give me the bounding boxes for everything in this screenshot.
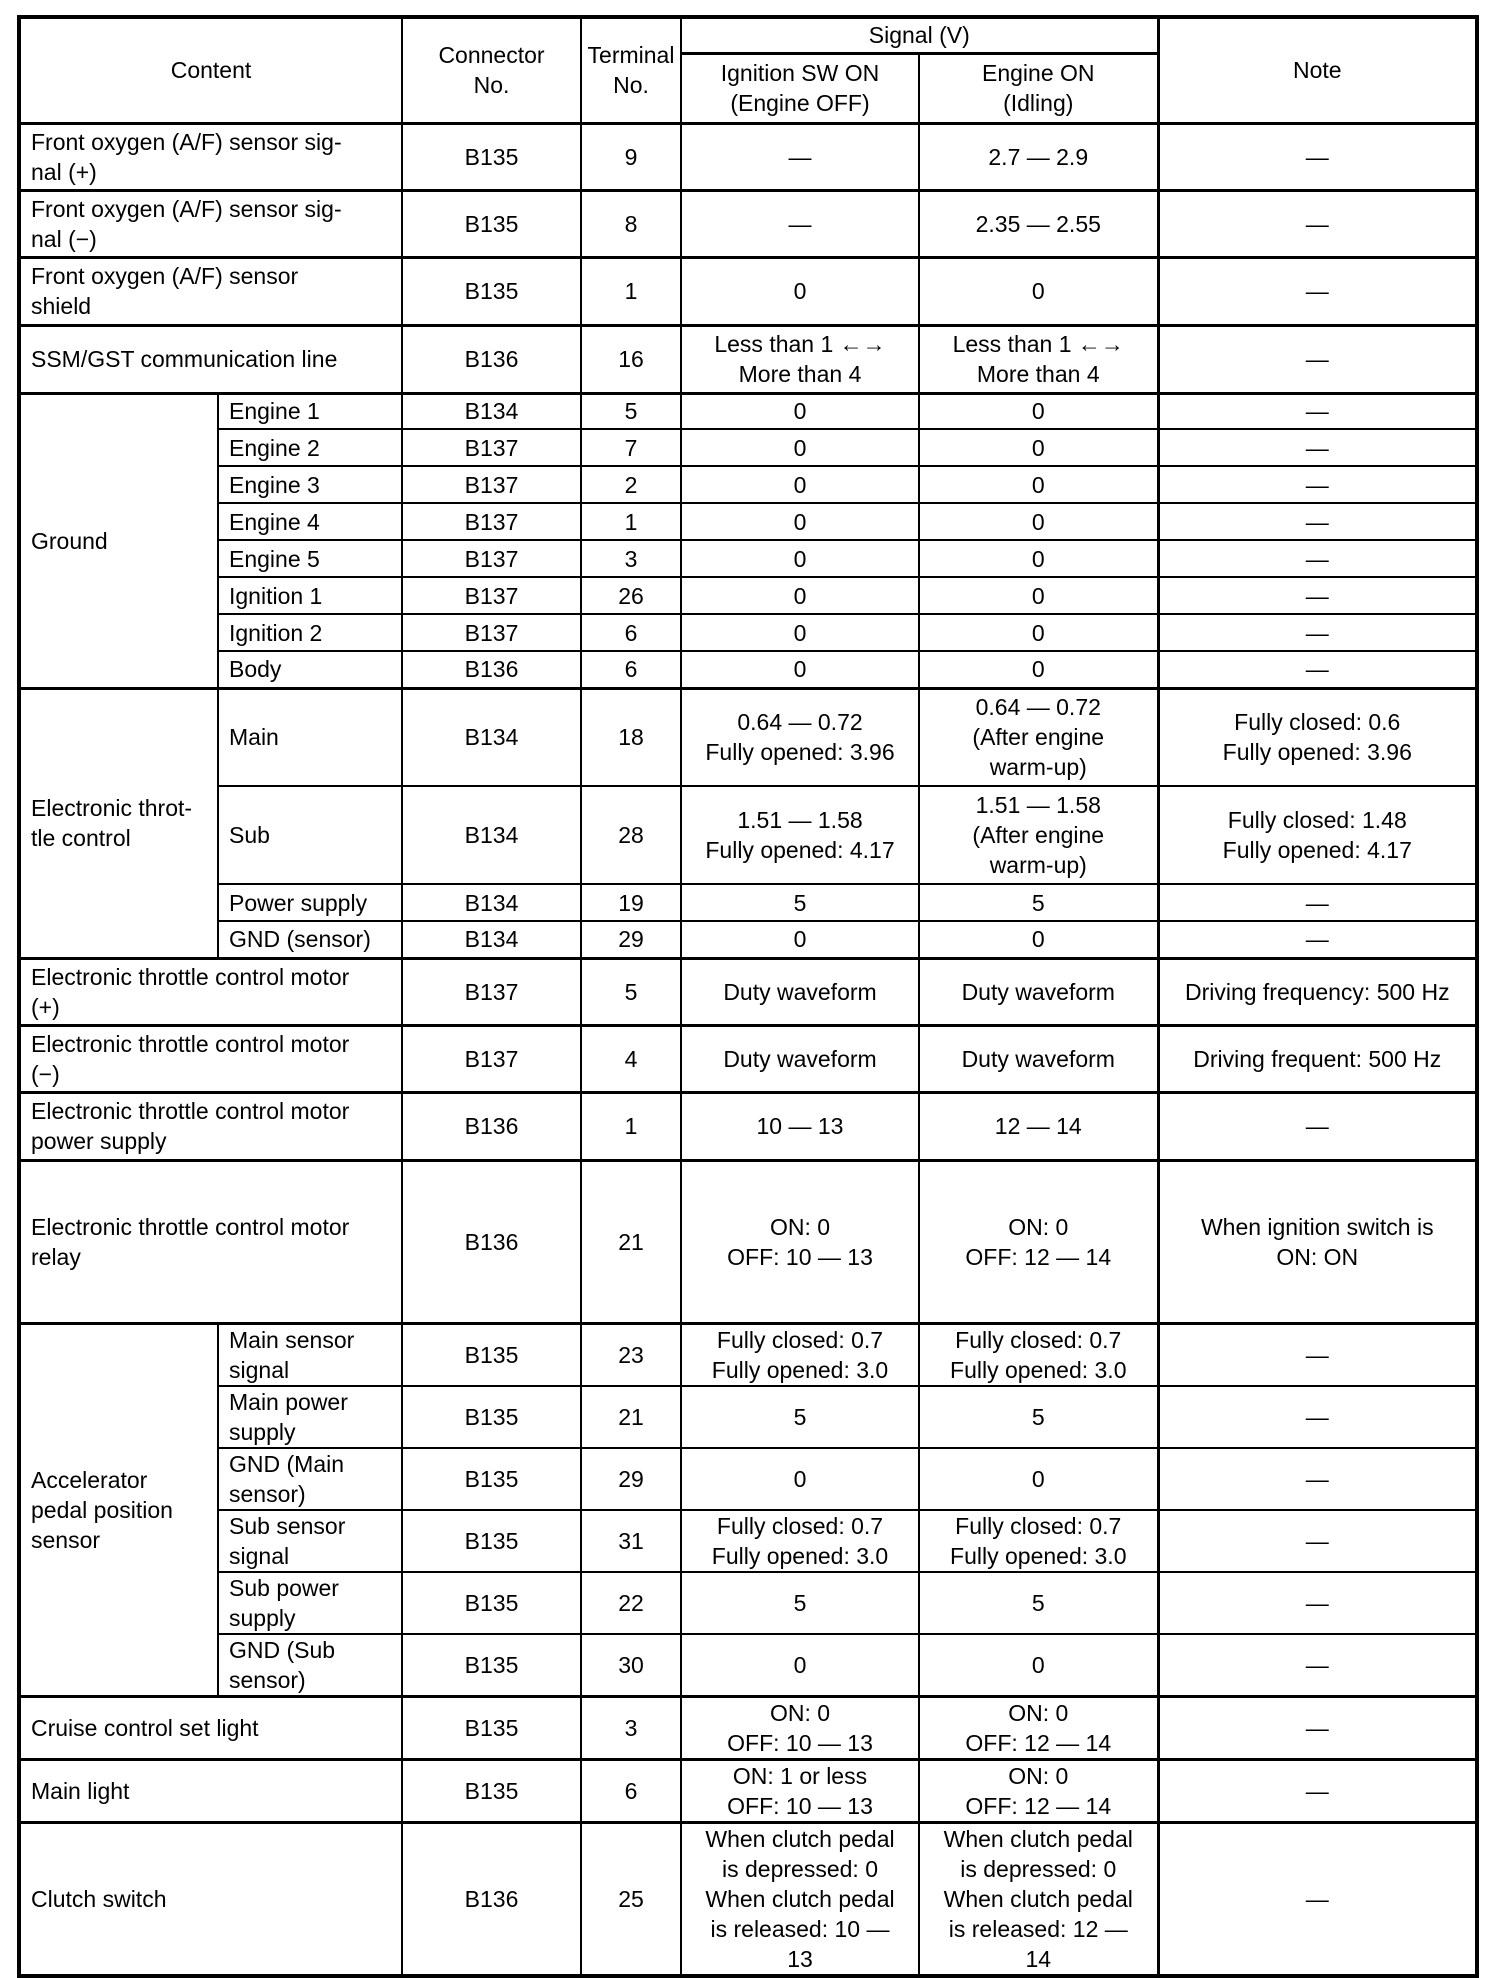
header-content: Content bbox=[19, 17, 402, 123]
content-sub-label: Ignition 2 bbox=[218, 614, 402, 651]
terminal-cell: 16 bbox=[581, 325, 681, 393]
signal-ignition-cell: ON: 0 OFF: 10 — 13 bbox=[681, 1160, 919, 1323]
terminal-cell: 5 bbox=[581, 393, 681, 429]
table-row bbox=[19, 1634, 1477, 1697]
signal-ignition-cell: 5 bbox=[681, 1386, 919, 1448]
signal-ignition-cell: When clutch pedal is depressed: 0 When clutch pedal is released: 10 — 13 bbox=[681, 1822, 919, 1976]
note-cell: — bbox=[1158, 466, 1477, 503]
terminal-cell: 23 bbox=[581, 1323, 681, 1386]
signal-ignition-cell: 0 bbox=[681, 503, 919, 540]
content-sub-label: Ignition 1 bbox=[218, 577, 402, 614]
content-label: Electronic throttle control motor (+) bbox=[19, 958, 402, 1025]
terminal-cell: 21 bbox=[581, 1160, 681, 1323]
connector-cell: B135 bbox=[402, 1759, 581, 1822]
terminal-cell: 4 bbox=[581, 1025, 681, 1092]
table-row bbox=[19, 1092, 1477, 1160]
table-row bbox=[19, 1448, 1477, 1510]
terminal-cell: 5 bbox=[581, 958, 681, 1025]
content-label: SSM/GST communication line bbox=[19, 325, 402, 393]
signal-ignition-cell: ON: 0 OFF: 10 — 13 bbox=[681, 1696, 919, 1759]
connector-cell: B136 bbox=[402, 1092, 581, 1160]
table-row bbox=[19, 257, 1477, 325]
signal-engine-cell: 0 bbox=[919, 577, 1158, 614]
note-cell: When ignition switch is ON: ON bbox=[1158, 1160, 1477, 1323]
signal-engine-cell: 2.35 — 2.55 bbox=[919, 190, 1158, 257]
content-sub-label: Sub bbox=[218, 786, 402, 884]
terminal-cell: 8 bbox=[581, 190, 681, 257]
terminal-cell: 6 bbox=[581, 651, 681, 688]
signal-ignition-cell: 0 bbox=[681, 614, 919, 651]
signal-engine-cell: ON: 0 OFF: 12 — 14 bbox=[919, 1759, 1158, 1822]
connector-cell: B135 bbox=[402, 1696, 581, 1759]
signal-engine-cell: 0 bbox=[919, 466, 1158, 503]
table-row bbox=[19, 786, 1477, 884]
table-row bbox=[19, 577, 1477, 614]
terminal-cell: 3 bbox=[581, 540, 681, 577]
content-sub-label: Engine 3 bbox=[218, 466, 402, 503]
connector-cell: B137 bbox=[402, 958, 581, 1025]
header-terminal: Terminal No. bbox=[581, 17, 681, 123]
signal-engine-cell: 0 bbox=[919, 429, 1158, 466]
content-sub-label: GND (sensor) bbox=[218, 921, 402, 958]
signal-ignition-cell: 5 bbox=[681, 1572, 919, 1634]
table-row bbox=[19, 1323, 1477, 1386]
table-row bbox=[19, 688, 1477, 786]
signal-ignition-cell: 0 bbox=[681, 921, 919, 958]
content-sub-label: GND (Sub sensor) bbox=[218, 1634, 402, 1697]
signal-ignition-cell: 0 bbox=[681, 1634, 919, 1697]
signal-ignition-cell: 1.51 — 1.58 Fully opened: 4.17 bbox=[681, 786, 919, 884]
note-cell: — bbox=[1158, 503, 1477, 540]
signal-engine-cell: 0 bbox=[919, 503, 1158, 540]
table-row bbox=[19, 123, 1477, 190]
table-row bbox=[19, 1696, 1477, 1759]
note-cell: — bbox=[1158, 1448, 1477, 1510]
signal-engine-cell: Fully closed: 0.7 Fully opened: 3.0 bbox=[919, 1323, 1158, 1386]
terminal-cell: 28 bbox=[581, 786, 681, 884]
connector-cell: B135 bbox=[402, 257, 581, 325]
header-note: Note bbox=[1158, 17, 1477, 123]
note-cell: — bbox=[1158, 614, 1477, 651]
terminal-cell: 2 bbox=[581, 466, 681, 503]
note-cell: — bbox=[1158, 1696, 1477, 1759]
table-row bbox=[19, 651, 1477, 688]
terminal-cell: 30 bbox=[581, 1634, 681, 1697]
connector-cell: B135 bbox=[402, 123, 581, 190]
content-sub-label: Engine 2 bbox=[218, 429, 402, 466]
note-cell: — bbox=[1158, 325, 1477, 393]
signal-engine-cell: 5 bbox=[919, 1572, 1158, 1634]
content-label: Cruise control set light bbox=[19, 1696, 402, 1759]
content-group-label: Ground bbox=[19, 393, 218, 688]
note-cell: Driving frequency: 500 Hz bbox=[1158, 958, 1477, 1025]
terminal-cell: 18 bbox=[581, 688, 681, 786]
signal-ignition-cell: ON: 1 or less OFF: 10 — 13 bbox=[681, 1759, 919, 1822]
signal-engine-cell: Duty waveform bbox=[919, 1025, 1158, 1092]
connector-cell: B134 bbox=[402, 393, 581, 429]
note-cell: — bbox=[1158, 190, 1477, 257]
table-row bbox=[19, 1160, 1477, 1323]
connector-cell: B136 bbox=[402, 1160, 581, 1323]
signal-engine-cell: 5 bbox=[919, 1386, 1158, 1448]
table-row bbox=[19, 393, 1477, 429]
note-cell: Fully closed: 0.6 Fully opened: 3.96 bbox=[1158, 688, 1477, 786]
note-cell: — bbox=[1158, 257, 1477, 325]
content-sub-label: Body bbox=[218, 651, 402, 688]
table-row bbox=[19, 1025, 1477, 1092]
signal-engine-cell: 0.64 — 0.72 (After engine warm-up) bbox=[919, 688, 1158, 786]
content-sub-label: Sub power supply bbox=[218, 1572, 402, 1634]
table-row bbox=[19, 429, 1477, 466]
signal-engine-cell: 12 — 14 bbox=[919, 1092, 1158, 1160]
connector-cell: B135 bbox=[402, 1323, 581, 1386]
signal-ignition-cell: 0.64 — 0.72 Fully opened: 3.96 bbox=[681, 688, 919, 786]
content-label: Electronic throttle control motor power supply bbox=[19, 1092, 402, 1160]
signal-ignition-cell: 0 bbox=[681, 651, 919, 688]
signal-engine-cell: 0 bbox=[919, 540, 1158, 577]
signal-ignition-cell: Fully closed: 0.7 Fully opened: 3.0 bbox=[681, 1510, 919, 1572]
signal-engine-cell: When clutch pedal is depressed: 0 When clutch pedal is released: 12 — 14 bbox=[919, 1822, 1158, 1976]
note-cell: — bbox=[1158, 1510, 1477, 1572]
content-label: Front oxygen (A/F) sensor shield bbox=[19, 257, 402, 325]
signal-engine-cell: Duty waveform bbox=[919, 958, 1158, 1025]
content-label: Electronic throttle control motor relay bbox=[19, 1160, 402, 1323]
connector-cell: B134 bbox=[402, 921, 581, 958]
content-label: Main light bbox=[19, 1759, 402, 1822]
connector-cell: B134 bbox=[402, 688, 581, 786]
signal-engine-cell: 2.7 — 2.9 bbox=[919, 123, 1158, 190]
signal-ignition-cell: Fully closed: 0.7 Fully opened: 3.0 bbox=[681, 1323, 919, 1386]
signal-engine-cell: 0 bbox=[919, 257, 1158, 325]
note-cell: — bbox=[1158, 1572, 1477, 1634]
table-row bbox=[19, 1572, 1477, 1634]
content-sub-label: Main power supply bbox=[218, 1386, 402, 1448]
note-cell: — bbox=[1158, 1092, 1477, 1160]
note-cell: — bbox=[1158, 1759, 1477, 1822]
signal-engine-cell: 1.51 — 1.58 (After engine warm-up) bbox=[919, 786, 1158, 884]
connector-cell: B137 bbox=[402, 466, 581, 503]
content-sub-label: Main sensor signal bbox=[218, 1323, 402, 1386]
terminal-cell: 1 bbox=[581, 1092, 681, 1160]
table-row bbox=[19, 325, 1477, 393]
signal-ignition-cell: Duty waveform bbox=[681, 958, 919, 1025]
signal-engine-cell: 0 bbox=[919, 614, 1158, 651]
table-row bbox=[19, 958, 1477, 1025]
content-sub-label: GND (Main sensor) bbox=[218, 1448, 402, 1510]
table-row bbox=[19, 614, 1477, 651]
content-label: Electronic throttle control motor (−) bbox=[19, 1025, 402, 1092]
signal-engine-cell: 0 bbox=[919, 1634, 1158, 1697]
note-cell: — bbox=[1158, 1822, 1477, 1976]
header-connector: Connector No. bbox=[402, 17, 581, 123]
terminal-cell: 1 bbox=[581, 257, 681, 325]
connector-cell: B135 bbox=[402, 1510, 581, 1572]
terminal-cell: 6 bbox=[581, 614, 681, 651]
table-body bbox=[19, 123, 1477, 1976]
connector-cell: B135 bbox=[402, 1386, 581, 1448]
signal-engine-cell: 0 bbox=[919, 1448, 1158, 1510]
connector-cell: B136 bbox=[402, 651, 581, 688]
note-cell: — bbox=[1158, 577, 1477, 614]
connector-cell: B135 bbox=[402, 1448, 581, 1510]
terminal-cell: 26 bbox=[581, 577, 681, 614]
terminal-cell: 1 bbox=[581, 503, 681, 540]
content-group-label: Electronic throt- tle control bbox=[19, 688, 218, 958]
table-row bbox=[19, 503, 1477, 540]
terminal-cell: 9 bbox=[581, 123, 681, 190]
connector-cell: B136 bbox=[402, 325, 581, 393]
content-group-label: Accelerator pedal position sensor bbox=[19, 1323, 218, 1696]
terminal-signal-table bbox=[17, 15, 1479, 1978]
signal-ignition-cell: Duty waveform bbox=[681, 1025, 919, 1092]
table-row bbox=[19, 1759, 1477, 1822]
connector-cell: B137 bbox=[402, 1025, 581, 1092]
signal-engine-cell: 5 bbox=[919, 884, 1158, 921]
header-signal: Signal (V) bbox=[681, 17, 1158, 53]
signal-engine-cell: Less than 1 ←→ More than 4 bbox=[919, 325, 1158, 393]
terminal-cell: 6 bbox=[581, 1759, 681, 1822]
signal-engine-cell: Fully closed: 0.7 Fully opened: 3.0 bbox=[919, 1510, 1158, 1572]
table-row bbox=[19, 1510, 1477, 1572]
terminal-cell: 7 bbox=[581, 429, 681, 466]
table-row bbox=[19, 1386, 1477, 1448]
connector-cell: B134 bbox=[402, 884, 581, 921]
signal-ignition-cell: — bbox=[681, 190, 919, 257]
terminal-cell: 21 bbox=[581, 1386, 681, 1448]
connector-cell: B135 bbox=[402, 1634, 581, 1697]
connector-cell: B136 bbox=[402, 1822, 581, 1976]
signal-engine-cell: 0 bbox=[919, 393, 1158, 429]
signal-ignition-cell: Less than 1 ←→ More than 4 bbox=[681, 325, 919, 393]
signal-engine-cell: ON: 0 OFF: 12 — 14 bbox=[919, 1696, 1158, 1759]
note-cell: Fully closed: 1.48 Fully opened: 4.17 bbox=[1158, 786, 1477, 884]
signal-ignition-cell: 0 bbox=[681, 393, 919, 429]
connector-cell: B137 bbox=[402, 614, 581, 651]
note-cell: — bbox=[1158, 921, 1477, 958]
connector-cell: B134 bbox=[402, 786, 581, 884]
header-ignition-sw-on: Ignition SW ON (Engine OFF) bbox=[681, 53, 919, 123]
table-row bbox=[19, 921, 1477, 958]
connector-cell: B137 bbox=[402, 429, 581, 466]
table-row bbox=[19, 1822, 1477, 1976]
terminal-cell: 25 bbox=[581, 1822, 681, 1976]
note-cell: Driving frequent: 500 Hz bbox=[1158, 1025, 1477, 1092]
signal-engine-cell: ON: 0 OFF: 12 — 14 bbox=[919, 1160, 1158, 1323]
content-label: Clutch switch bbox=[19, 1822, 402, 1976]
connector-cell: B135 bbox=[402, 190, 581, 257]
signal-ignition-cell: 0 bbox=[681, 577, 919, 614]
terminal-cell: 29 bbox=[581, 1448, 681, 1510]
content-sub-label: Engine 1 bbox=[218, 393, 402, 429]
connector-cell: B137 bbox=[402, 577, 581, 614]
table-row bbox=[19, 466, 1477, 503]
content-sub-label: Sub sensor signal bbox=[218, 1510, 402, 1572]
connector-cell: B135 bbox=[402, 1572, 581, 1634]
note-cell: — bbox=[1158, 393, 1477, 429]
content-sub-label: Engine 4 bbox=[218, 503, 402, 540]
note-cell: — bbox=[1158, 651, 1477, 688]
signal-engine-cell: 0 bbox=[919, 651, 1158, 688]
signal-ignition-cell: 10 — 13 bbox=[681, 1092, 919, 1160]
content-label: Front oxygen (A/F) sensor sig- nal (−) bbox=[19, 190, 402, 257]
signal-ignition-cell: 0 bbox=[681, 429, 919, 466]
content-sub-label: Power supply bbox=[218, 884, 402, 921]
terminal-cell: 29 bbox=[581, 921, 681, 958]
note-cell: — bbox=[1158, 884, 1477, 921]
header-engine-on: Engine ON (Idling) bbox=[919, 53, 1158, 123]
note-cell: — bbox=[1158, 429, 1477, 466]
terminal-cell: 22 bbox=[581, 1572, 681, 1634]
table-row bbox=[19, 190, 1477, 257]
note-cell: — bbox=[1158, 1634, 1477, 1697]
signal-ignition-cell: 0 bbox=[681, 1448, 919, 1510]
content-sub-label: Engine 5 bbox=[218, 540, 402, 577]
terminal-cell: 19 bbox=[581, 884, 681, 921]
signal-ignition-cell: — bbox=[681, 123, 919, 190]
signal-ignition-cell: 0 bbox=[681, 540, 919, 577]
signal-engine-cell: 0 bbox=[919, 921, 1158, 958]
content-sub-label: Main bbox=[218, 688, 402, 786]
connector-cell: B137 bbox=[402, 540, 581, 577]
connector-cell: B137 bbox=[402, 503, 581, 540]
note-cell: — bbox=[1158, 123, 1477, 190]
table-row bbox=[19, 540, 1477, 577]
signal-ignition-cell: 5 bbox=[681, 884, 919, 921]
content-label: Front oxygen (A/F) sensor sig- nal (+) bbox=[19, 123, 402, 190]
signal-ignition-cell: 0 bbox=[681, 466, 919, 503]
note-cell: — bbox=[1158, 1323, 1477, 1386]
table-row bbox=[19, 884, 1477, 921]
note-cell: — bbox=[1158, 1386, 1477, 1448]
terminal-cell: 3 bbox=[581, 1696, 681, 1759]
signal-ignition-cell: 0 bbox=[681, 257, 919, 325]
terminal-cell: 31 bbox=[581, 1510, 681, 1572]
note-cell: — bbox=[1158, 540, 1477, 577]
